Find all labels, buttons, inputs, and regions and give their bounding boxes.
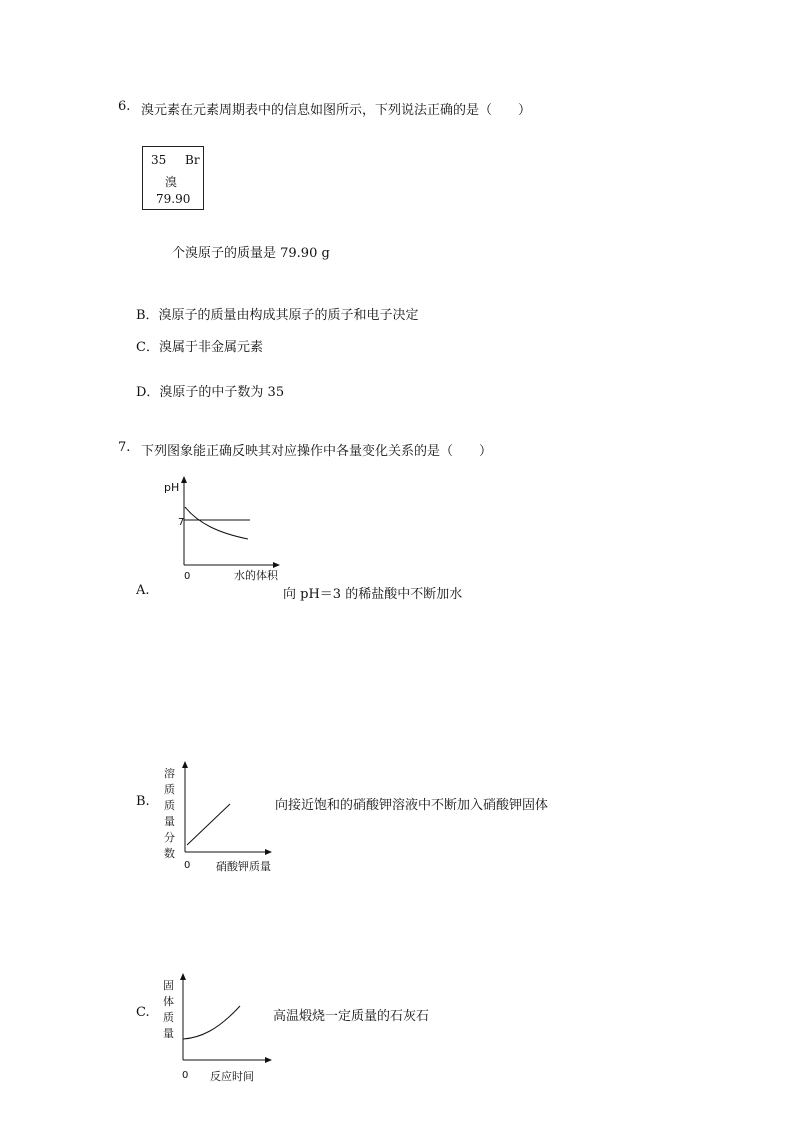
q7-option-c-text: 高温煅烧一定质量的石灰石 [273,1009,430,1024]
q7-option-a-text: 向 pH＝3 的稀盐酸中不断加水 [283,587,463,602]
graph-b-ylabel-2: 质 [164,783,175,796]
q7-stem: 下列图象能正确反映其对应操作中各量变化关系的是（ ） [141,444,493,459]
graph-a-curve [185,507,248,539]
graph-a-xlabel: 水的体积 [234,569,278,582]
q6-option-a: 个溴原子的质量是 79.90 g [172,246,330,261]
graph-c-x-arrow [265,1057,272,1063]
q6-stem: 溴元素在元素周期表中的信息如图所示，下列说法正确的是（ ） [141,103,532,118]
graph-b-ylabel-4: 量 [164,815,175,828]
q6-option-b: B．溴原子的质量由构成其原子的质子和电子决定 [136,308,419,323]
graph-b-y-arrow [182,761,188,768]
element-card [142,146,204,210]
graph-c-ylabel-4: 量 [163,1027,174,1040]
graph-c [160,972,280,1087]
element-symbol: Br [185,153,200,167]
graph-c-xlabel: 反应时间 [210,1070,254,1083]
q6-option-d: D．溴原子的中子数为 35 [136,385,285,400]
q7-option-c-letter: C. [136,1005,150,1020]
graph-c-curve [183,1006,240,1039]
element-mass: 79.90 [156,192,191,206]
graph-b-ylabel-6: 数 [164,847,175,860]
graph-a-x-arrow [273,562,280,568]
graph-c-origin: 0 [182,1070,189,1081]
q6-number: 6. [118,99,131,114]
graph-b-line [187,804,230,845]
graph-b-ylabel-3: 质 [164,799,175,812]
graph-a-ref-label: 7 [178,517,185,528]
graph-b [160,760,280,875]
graph-a [160,475,290,585]
graph-c-ylabel-2: 体 [163,995,174,1008]
element-name: 溴 [165,175,178,189]
graph-c-ylabel-1: 固 [163,979,174,992]
graph-b-ylabel-1: 溶 [164,767,175,780]
graph-a-y-arrow [181,476,187,483]
q7-option-b-letter: B. [136,794,150,809]
graph-b-xlabel: 硝酸钾质量 [216,860,271,873]
graph-a-ylabel: pH [164,481,180,494]
graph-c-y-arrow [180,973,186,980]
q7-number: 7. [118,440,131,455]
element-number: 35 [151,153,167,167]
graph-b-origin: 0 [184,860,191,871]
q6-option-c: C．溴属于非金属元素 [136,340,263,355]
q7-option-a-letter: A. [136,583,150,598]
graph-b-x-arrow [265,849,272,855]
q7-option-b-text: 向接近饱和的硝酸钾溶液中不断加入硝酸钾固体 [275,798,549,813]
graph-b-ylabel-5: 分 [164,831,175,844]
graph-a-origin: 0 [184,571,191,582]
graph-c-ylabel-3: 质 [163,1011,174,1024]
